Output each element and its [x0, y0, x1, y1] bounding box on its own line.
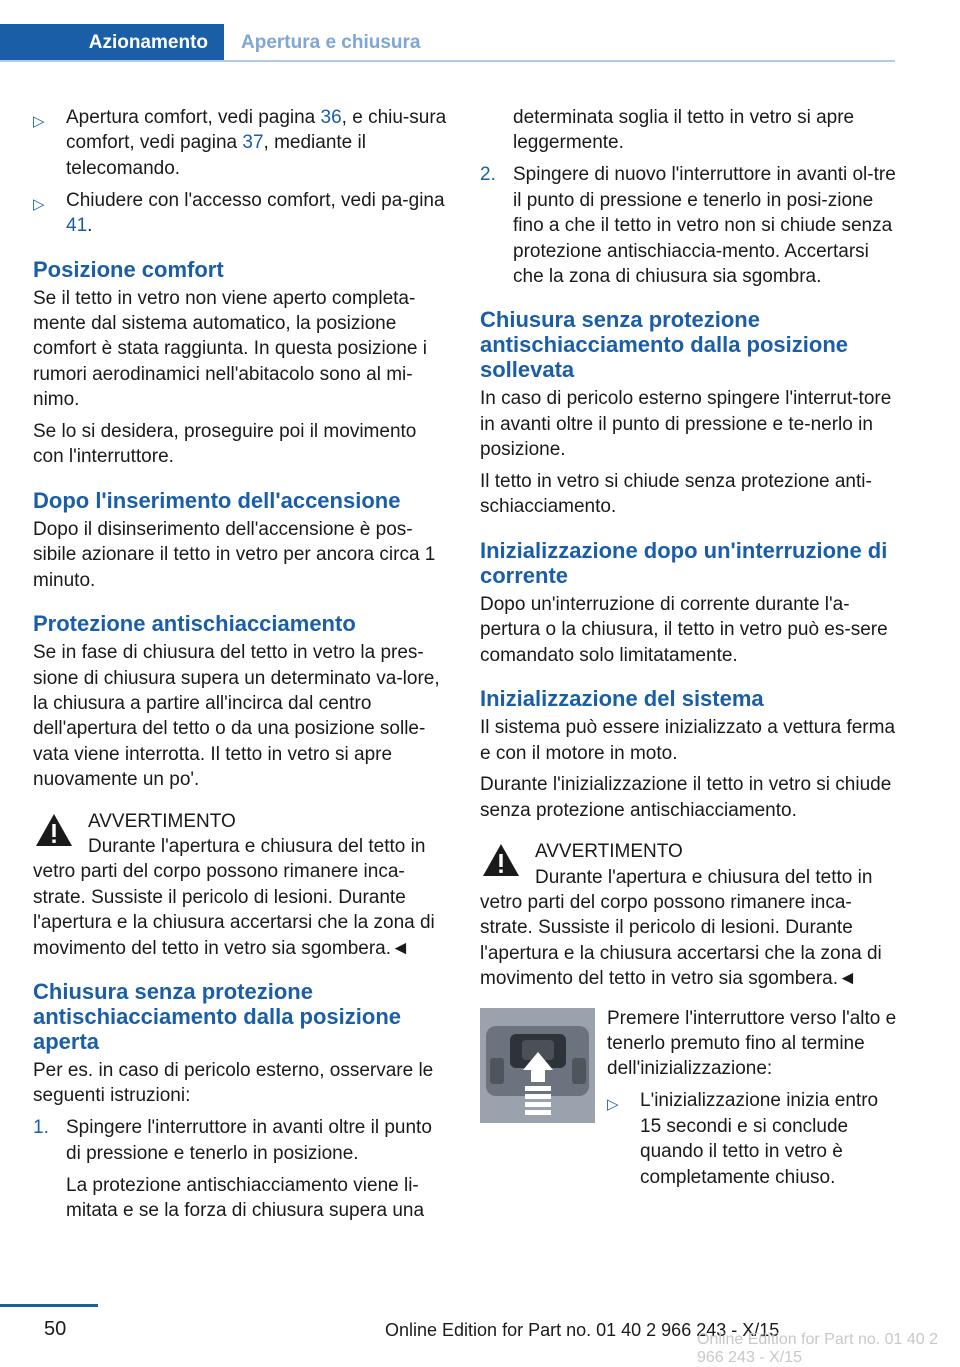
edition-note: Online Edition for Part no. 01 40 2 966 243 - X/15	[385, 1320, 780, 1340]
section-heading: Chiusura senza protezione antischiacciamento dalla posizione aperta	[33, 978, 401, 1054]
paragraph: Il tetto in vetro si chiude senza protezione anti-schiacciamento.	[480, 471, 872, 518]
warning-title: AVVERTIMENTO	[88, 810, 236, 832]
warning-box	[480, 839, 898, 991]
site-watermark: Online Edition for Part no. 01 40 2 966 243 - X/15	[697, 1331, 939, 1366]
page-header	[0, 24, 895, 62]
step-number: 2.	[480, 164, 496, 186]
list-item	[607, 1088, 898, 1190]
triangle-right-icon: ▷	[607, 1096, 619, 1114]
paragraph: Se in fase di chiusura del tetto in vetro la pres-sione di chiusura supera un determinato va-lore, la chiusura a partire all'incirca dal centro dell'apertura del tetto o da una posizione solle-vata viene interrotta. Il tetto in vetro si apre nuovamente un po'.	[33, 642, 440, 791]
roof-switch-illustration	[480, 1008, 595, 1123]
step-number: 1.	[33, 1117, 49, 1139]
paragraph: Per es. in caso di pericolo esterno, osservare le seguenti istruzioni:	[33, 1059, 434, 1107]
left-column	[33, 105, 451, 1230]
roof-switch-image	[480, 1008, 595, 1123]
paragraph: Se lo si desidera, proseguire poi il movimento con l'interruttore.	[33, 421, 417, 468]
bullet-text: , e chiu-sura comfort, vedi pagina	[66, 107, 447, 154]
header-tab-azionamento[interactable]: Azionamento	[0, 24, 224, 62]
section-heading: Protezione antischiacciamento	[33, 611, 356, 637]
paragraph: Se il tetto in vetro non viene aperto completa-mente dal sistema automatico, la posizione comfort è stata raggiunta. In questa posizione i rumori aerodinamici nell'abitacolo sono al mi-nimo.	[33, 287, 427, 411]
step-subtext: La protezione antischiacciamento viene li-mitata e se la forza di chiusura supera una	[66, 1174, 425, 1221]
paragraph: In caso di pericolo esterno spingere l'interrut-tore in avanti oltre il punto di pressione e te-nerlo in posizione.	[480, 388, 892, 461]
step-continuation: determinata soglia il tetto in vetro si apre leggermente.	[513, 107, 855, 154]
page-number: 50	[44, 1318, 67, 1340]
warning-title: AVVERTIMENTO	[535, 841, 683, 863]
warning-box	[33, 809, 451, 961]
triangle-right-icon: ▷	[33, 113, 45, 130]
paragraph: Il sistema può essere inizializzato a vettura ferma e con il motore in moto.	[480, 717, 896, 764]
bullet-text: , mediante il telecomando.	[66, 132, 366, 179]
section-heading: Dopo l'inserimento dell'accensione	[33, 487, 401, 513]
list-item	[33, 1115, 451, 1223]
triangle-right-icon: ▷	[33, 195, 45, 213]
step-text: Spingere di nuovo l'interruttore in avanti ol-tre il punto di pressione e tenerlo in posi-zione fino a che il tetto in vetro non si chiude senza protezione antischiaccia-mento. Accertarsi che la zona di chiusura sia sgombra.	[513, 164, 896, 287]
bullet-text: L'inizializzazione inizia entro 15 secondi e si conclude quando il tetto in vetro è completamente chiuso.	[640, 1090, 879, 1188]
page-link[interactable]: 36	[320, 107, 342, 128]
bullet-text: Apertura comfort, vedi pagina	[66, 107, 321, 128]
paragraph: Dopo un'interruzione di corrente durante l'a-pertura o la chiusura, il tetto in vetro può es-sere comandato solo limitatamente.	[480, 593, 888, 666]
bullet-text: Chiudere con l'accesso comfort, vedi pa-gina	[66, 189, 445, 211]
section-heading: Inizializzazione dopo un'interruzione di corrente	[480, 537, 888, 588]
list-item	[33, 105, 451, 181]
illustrated-instruction	[480, 1006, 898, 1190]
list-item	[480, 162, 898, 289]
warning-text: Durante l'apertura e chiusura del tetto in	[535, 866, 873, 888]
footer-divider	[0, 1304, 98, 1307]
step-text: Spingere l'interruttore in avanti oltre il punto di pressione e tenerlo in posizione.	[66, 1117, 432, 1164]
instruction-content	[607, 1006, 898, 1190]
header-tab-apertura-chiusura[interactable]: Apertura e chiusura	[241, 32, 421, 53]
section-heading: Chiusura senza protezione antischiacciamento dalla posizione sollevata	[480, 307, 848, 383]
section-heading: Posizione comfort	[33, 256, 224, 282]
paragraph: Durante l'inizializzazione il tetto in vetro si chiude senza protezione antischiacciamento.	[480, 774, 892, 821]
section-heading: Inizializzazione del sistema	[480, 686, 764, 712]
header-divider	[0, 60, 895, 62]
warning-triangle-icon	[35, 813, 73, 847]
warning-text: vetro parti del corpo possono rimanere inca-strate. Sussiste il pericolo di lesioni. Durante l'apertura e la chiusura accertarsi che la zona di movimento del tetto in vetro sia sgombera.◄	[33, 861, 435, 959]
page-link[interactable]: 37	[242, 132, 264, 154]
warning-triangle-icon	[482, 843, 520, 877]
page-link[interactable]: 41	[66, 215, 88, 237]
warning-text: Durante l'apertura e chiusura del tetto in	[88, 835, 426, 857]
paragraph: Dopo il disinserimento dell'accensione è pos-sibile azionare il tetto in vetro per ancora circa 1 minuto.	[33, 518, 436, 591]
warning-text: vetro parti del corpo possono rimanere inca-strate. Sussiste il pericolo di lesioni. Durante l'apertura e la chiusura accertarsi che la zona di movimento del tetto in vetro sia sgombera.◄	[480, 892, 882, 990]
bullet-text: .	[87, 215, 93, 237]
paragraph: Premere l'interruttore verso l'alto e tenerlo premuto fino al termine dell'inizializzazione:	[607, 1007, 897, 1080]
list-item	[33, 188, 451, 239]
right-column	[480, 105, 898, 1197]
